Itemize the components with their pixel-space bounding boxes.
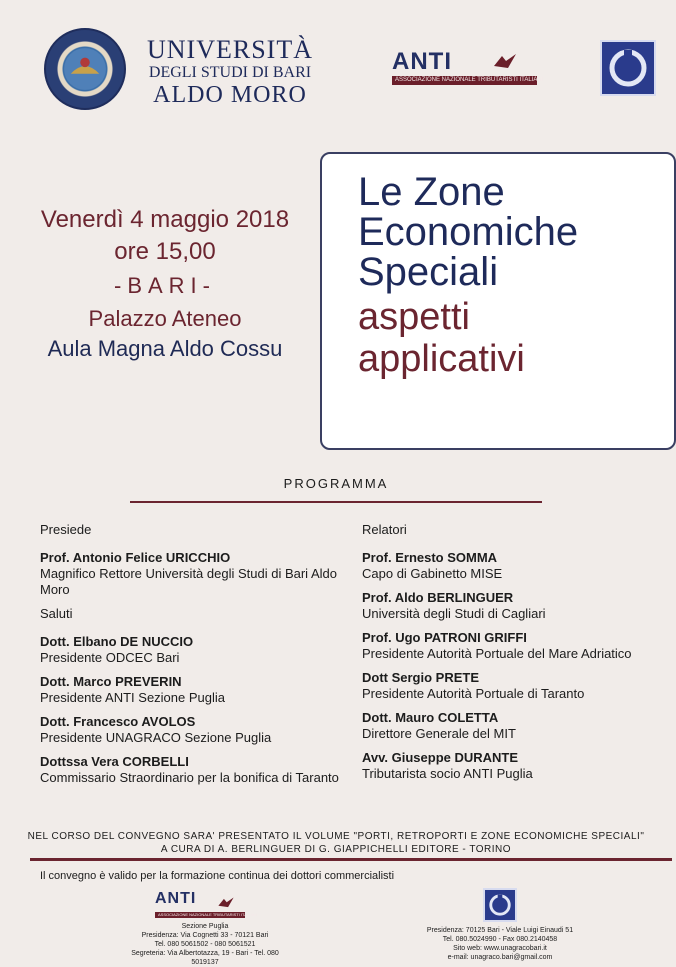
subtitle-line-1: aspetti <box>358 296 470 338</box>
university-name <box>140 36 320 108</box>
speaker-name: Prof. Ernesto SOMMA <box>362 550 498 565</box>
speaker-entry <box>40 754 340 786</box>
programma-divider <box>130 501 542 503</box>
speaker-role: Capo di Gabinetto MISE <box>362 566 503 581</box>
anti-mark-icon <box>492 52 518 72</box>
title-line-2: Economiche <box>358 210 579 254</box>
speaker-name: Prof. Aldo BERLINGUER <box>362 590 514 605</box>
speaker-entry <box>40 674 340 706</box>
title-line-1: Le Zone <box>358 170 505 214</box>
speaker-name: Dott. Francesco AVOLOS <box>40 714 196 729</box>
programma-heading: PROGRAMMA <box>283 476 389 491</box>
speaker-name: Dottssa Vera CORBELLI <box>40 754 189 769</box>
speaker-entry <box>362 550 662 582</box>
anti-logo-word: ANTI <box>392 48 452 75</box>
footer-anti-word: ANTI <box>155 890 197 907</box>
event-place: Palazzo Ateneo <box>88 306 242 331</box>
speaker-entry <box>362 630 662 662</box>
right-column <box>362 522 662 790</box>
saluti-list <box>40 634 340 786</box>
speaker-role: Presidente ODCEC Bari <box>40 650 180 665</box>
speaker-role: Direttore Generale del MIT <box>362 726 516 741</box>
relatori-list <box>362 550 662 782</box>
footer-anti-contacts <box>120 890 290 967</box>
subtitle-line-2: applicativi <box>358 338 525 380</box>
footer-divider <box>30 858 672 861</box>
event-time: ore 15,00 <box>114 238 216 265</box>
title-line-3: Speciali <box>358 250 499 294</box>
speaker-entry <box>40 714 340 746</box>
footer-unagraco-mark-icon <box>485 890 515 920</box>
speaker-entry <box>362 670 662 702</box>
speaker-role: Presidente Autorità Portuale di Taranto <box>362 686 585 701</box>
speaker-role: Presidente UNAGRACO Sezione Puglia <box>40 730 272 745</box>
presiede-list <box>40 550 340 598</box>
speaker-entry <box>362 710 662 742</box>
footer-anti-logo <box>155 890 257 920</box>
speaker-role: Magnifico Rettore Università degli Studi di Bari Aldo Moro <box>40 566 337 597</box>
title-box <box>320 152 676 450</box>
speaker-name: Dott. Elbano DE NUCCIO <box>40 634 194 649</box>
speaker-role: Commissario Straordinario per la bonifica di Taranto <box>40 770 339 785</box>
footer-left-line-2: Presidenza: Via Cognetti 33 - 70121 Bari <box>141 932 269 939</box>
speaker-role: Presidente Autorità Portuale del Mare Adriatico <box>362 646 632 661</box>
speaker-name: Dott Sergio PRETE <box>362 670 480 685</box>
relatori-label: Relatori <box>362 522 407 537</box>
book-presentation-note <box>0 830 672 856</box>
footer-right-line-3: Sito web: www.unagracobari.it <box>453 945 547 952</box>
seal-graphic <box>46 30 124 108</box>
university-line-2: DEGLI STUDI DI BARI <box>148 64 312 81</box>
speaker-name: Prof. Antonio Felice URICCHIO <box>40 550 231 565</box>
speaker-role: Tributarista socio ANTI Puglia <box>362 766 533 781</box>
footer-left-line-4: Segreteria: Via Albertotazza, 19 - Bari - Tel. 080 5019137 <box>131 950 279 966</box>
note-line-2: A CURA DI A. BERLINGUER DI G. GIAPPICHELLI EDITORE - TORINO <box>160 844 512 855</box>
speaker-entry <box>362 590 662 622</box>
event-date: Venerdì 4 maggio 2018 <box>40 206 290 233</box>
footer-left-line-1: Sezione Puglia <box>181 923 229 930</box>
unagraco-logo-icon <box>600 40 656 96</box>
left-column <box>40 522 340 794</box>
saluti-label: Saluti <box>40 606 73 621</box>
speaker-name: Prof. Ugo PATRONI GRIFFI <box>362 630 527 645</box>
footer-left-line-3: Tel. 080 5061502 - 080 5061521 <box>154 941 256 948</box>
speaker-role: Presidente ANTI Sezione Puglia <box>40 690 225 705</box>
university-line-3: ALDO MORO <box>153 82 307 108</box>
footer-right-line-4: e-mail: unagraco.bari@gmail.com <box>447 954 553 961</box>
speaker-entry <box>362 750 662 782</box>
speaker-name: Avv. Giuseppe DURANTE <box>362 750 519 765</box>
speaker-name: Dott. Mauro COLETTA <box>362 710 499 725</box>
footer-anti-mark-icon <box>217 896 235 910</box>
unagraco-mark-icon <box>602 42 654 94</box>
event-room: Aula Magna Aldo Cossu <box>47 336 283 361</box>
speaker-entry <box>40 634 340 666</box>
footer-unagraco-logo-icon <box>483 888 517 922</box>
footer-right-line-1: Presidenza: 70125 Bari - Viale Luigi Einaudi 51 <box>426 927 574 934</box>
note-line-1: NEL CORSO DEL CONVEGNO SARA' PRESENTATO IL VOLUME "PORTI, RETROPORTI E ZONE ECONOMICHE SPECIALI" <box>27 831 645 842</box>
anti-logo-subtitle: ASSOCIAZIONE NAZIONALE TRIBUTARISTI ITALIANI <box>392 76 537 85</box>
university-line-1: UNIVERSITÀ <box>147 35 313 64</box>
speaker-role: Università degli Studi di Cagliari <box>362 606 546 621</box>
presiede-label: Presiede <box>40 522 92 537</box>
speaker-entry <box>40 550 340 598</box>
event-city: -BARI- <box>114 273 216 298</box>
event-info <box>20 204 310 364</box>
footer-unagraco-contacts <box>410 888 590 962</box>
speaker-name: Dott. Marco PREVERIN <box>40 674 182 689</box>
anti-logo <box>392 48 542 88</box>
university-seal-icon <box>44 28 126 110</box>
validity-note: Il convegno è valido per la formazione continua dei dottori commercialisti <box>40 870 395 882</box>
footer-anti-subtitle: ASSOCIAZIONE NAZIONALE TRIBUTARISTI ITALIANI <box>155 912 245 918</box>
footer-right-line-2: Tel. 080.5024990 - Fax 080.2140458 <box>442 936 558 943</box>
